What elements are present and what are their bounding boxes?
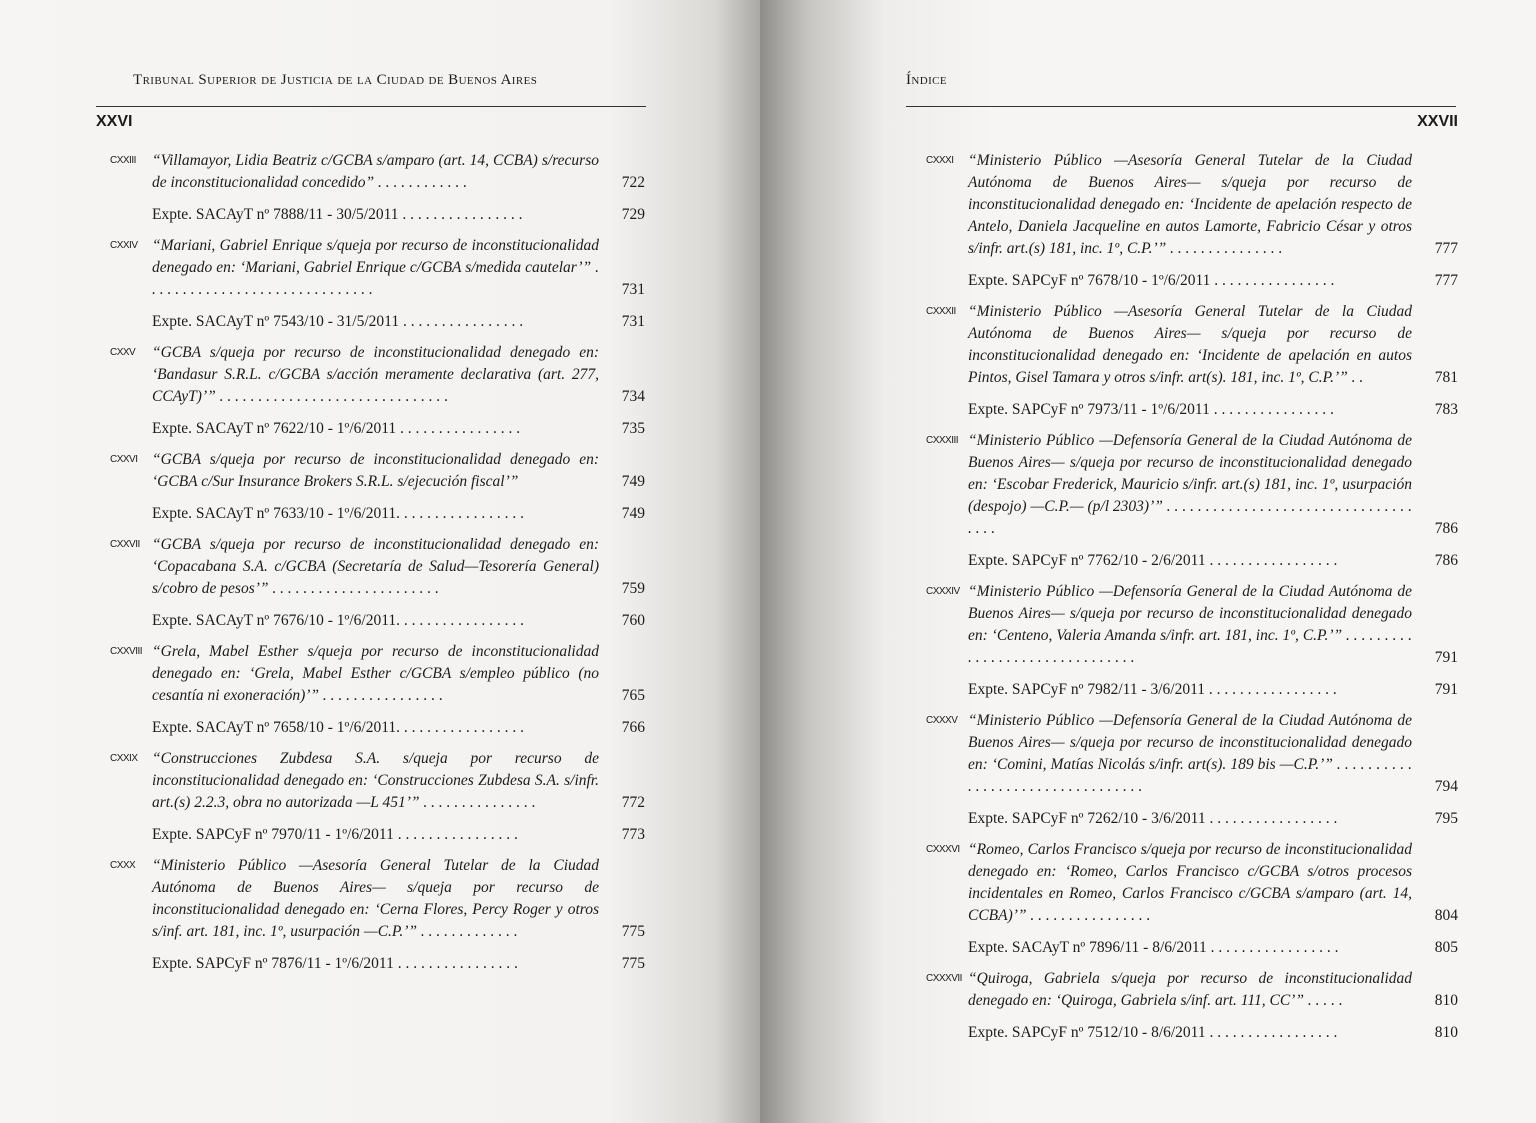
entry-number: CXXVI <box>110 454 138 465</box>
entry-expte-text: Expte. SAPCyF nº 7762/10 - 2/6/2011 . . . . . . . . . . . . . . . . . <box>968 552 1338 569</box>
index-entry <box>926 581 1458 707</box>
entry-title <box>968 150 1458 260</box>
entry-title-text: “Ministerio Público —Defensoría General de la Ciudad Autónoma de Buenos Aires— s/queja por recurso de inconstitucionalidad denegado en: ‘Escobar Frederick, Mauricio s/infr. art.(s) 181, inc. 1º, usurpación (despojo) —C.P.— (p/l 2303)’” . . . . . . . . . . . . . . . . . . . . . . . . . . . . . . . . . . . . <box>968 432 1412 537</box>
entry-number: CXXIX <box>110 753 138 764</box>
entry-title <box>968 430 1458 540</box>
index-entry <box>110 449 645 531</box>
entry-expte-text: Expte. SACAyT nº 7543/10 - 31/5/2011 . . . . . . . . . . . . . . . . <box>152 313 524 330</box>
index-entry <box>926 968 1458 1050</box>
index-entry <box>926 301 1458 427</box>
index-entries <box>926 150 1458 1053</box>
entry-expte-page: 805 <box>1434 939 1458 956</box>
entry-number: CXXIII <box>110 155 136 166</box>
entry-expte-text: Expte. SAPCyF nº 7678/10 - 1º/6/2011 . . . . . . . . . . . . . . . . <box>968 272 1335 289</box>
entry-title-page: 794 <box>1434 778 1458 795</box>
entry-body <box>152 235 645 339</box>
header-rule <box>906 106 1456 107</box>
index-entry <box>926 710 1458 836</box>
entry-title-text: “GCBA s/queja por recurso de inconstitucionalidad denegado en: ‘Bandasur S.R.L. c/GCBA s/acción meramente declarativa (art. 277, CCAyT)’” . . . . . . . . . . . . . . . . . . . . . . . . . . . . . . <box>152 344 599 405</box>
entry-number: CXXXII <box>926 306 956 317</box>
entry-title-page: 734 <box>621 388 645 405</box>
entry-title <box>968 301 1458 389</box>
entry-title-page: 775 <box>621 923 645 940</box>
entry-number: CXXXVII <box>926 973 962 984</box>
entry-title-page: 804 <box>1434 907 1458 924</box>
entry-title-text: “Romeo, Carlos Francisco s/queja por recurso de inconstitucionalidad denegado en: ‘Romeo, Carlos Francisco c/GCBA s/otros procesos incidentales en Romeo, Carlos Francisco c/GCBA s/amparo (art. 14, CCBA)’” . . . . . . . . . . . . . . . . <box>968 841 1412 924</box>
entry-title-text: “Grela, Mabel Esther s/queja por recurso de inconstitucionalidad denegado en: ‘Grela, Mabel Esther c/GCBA s/empleo público (no cesantía ni exoneración)’” . . . . . . . . . . . . . . . . <box>152 643 599 704</box>
entry-expte-page: 810 <box>1434 1024 1458 1041</box>
index-entry <box>110 748 645 852</box>
entry-title-page: 749 <box>621 473 645 490</box>
entry-title-text: “Mariani, Gabriel Enrique s/queja por recurso de inconstitucionalidad denegado en: ‘Mariani, Gabriel Enrique c/GCBA s/medida cautelar’” . . . . . . . . . . . . . . . . . . . . . . . . . . . . . . <box>152 237 599 298</box>
entry-body <box>968 150 1458 298</box>
entry-expte-page: 735 <box>621 420 645 437</box>
entry-expte-text: Expte. SACAyT nº 7633/10 - 1º/6/2011. . . . . . . . . . . . . . . . . <box>152 505 525 522</box>
entry-body <box>152 150 645 232</box>
entry-expte <box>152 953 645 975</box>
entry-title <box>152 748 645 814</box>
index-entry <box>110 534 645 638</box>
entry-expte <box>152 503 645 525</box>
entry-number: CXXXIII <box>926 435 959 446</box>
entry-title-text: “GCBA s/queja por recurso de inconstitucionalidad denegado en: ‘GCBA c/Sur Insurance Brokers S.R.L. s/ejecución fiscal’” <box>152 451 599 490</box>
entry-body <box>152 534 645 638</box>
entry-body <box>152 342 645 446</box>
page-number: XXVI <box>96 113 133 130</box>
running-head: Índice <box>906 72 948 88</box>
entry-expte-text: Expte. SACAyT nº 7622/10 - 1º/6/2011 . . . . . . . . . . . . . . . . <box>152 420 521 437</box>
entry-number: CXXXIV <box>926 586 960 597</box>
entry-number: CXXVII <box>110 539 140 550</box>
entry-title-text: “Ministerio Público —Asesoría General Tutelar de la Ciudad Autónoma de Buenos Aires— s/queja por recurso de inconstitucionalidad denegado en: ‘Cerna Flores, Percy Roger y otros s/inf. art. 181, inc. 1º, usurpación —C.P.’” . . . . . . . . . . . . . <box>152 857 599 940</box>
entry-title-text: “Villamayor, Lidia Beatriz c/GCBA s/amparo (art. 14, CCBA) s/recurso de inconstitucionalidad concedido” . . . . . . . . . . . . <box>152 152 599 191</box>
entry-body <box>152 449 645 531</box>
entry-expte <box>968 937 1458 959</box>
entry-expte-page: 731 <box>621 313 645 330</box>
entry-body <box>968 710 1458 836</box>
entry-title-page: 791 <box>1434 649 1458 666</box>
entry-title-page: 781 <box>1434 369 1458 386</box>
entry-expte-text: Expte. SAPCyF nº 7876/11 - 1º/6/2011 . . . . . . . . . . . . . . . . <box>152 955 518 972</box>
entry-title-page: 772 <box>621 794 645 811</box>
index-entry <box>110 342 645 446</box>
entry-expte <box>152 610 645 632</box>
entry-expte-text: Expte. SACAyT nº 7888/11 - 30/5/2011 . . . . . . . . . . . . . . . . <box>152 206 523 223</box>
entry-expte <box>152 418 645 440</box>
entry-expte-page: 777 <box>1434 272 1458 289</box>
index-entry <box>926 430 1458 578</box>
entry-expte <box>968 1022 1458 1044</box>
index-entries <box>110 150 645 984</box>
entry-body <box>968 968 1458 1050</box>
entry-body <box>152 641 645 745</box>
entry-expte <box>152 824 645 846</box>
entry-expte-page: 749 <box>621 505 645 522</box>
entry-title-text: “Construcciones Zubdesa S.A. s/queja por recurso de inconstitucionalidad denegado en: ‘Construcciones Zubdesa S.A. s/infr. art.(s) 2.2.3, obra no autorizada —L 451’” . . . . . . . . . . . . . . . <box>152 750 599 811</box>
entry-expte <box>968 679 1458 701</box>
entry-expte-page: 791 <box>1434 681 1458 698</box>
entry-number: CXXIV <box>110 240 138 251</box>
entry-title-page: 765 <box>621 687 645 704</box>
entry-title-page: 810 <box>1434 992 1458 1009</box>
entry-expte <box>968 808 1458 830</box>
entry-expte-page: 783 <box>1434 401 1458 418</box>
entry-title <box>968 839 1458 927</box>
entry-title <box>968 710 1458 798</box>
entry-title <box>152 534 645 600</box>
entry-expte-text: Expte. SAPCyF nº 7973/11 - 1º/6/2011 . . . . . . . . . . . . . . . . <box>968 401 1334 418</box>
entry-expte <box>968 550 1458 572</box>
entry-expte-text: Expte. SACAyT nº 7658/10 - 1º/6/2011. . . . . . . . . . . . . . . . . <box>152 719 525 736</box>
page-number: XXVII <box>1417 113 1458 130</box>
entry-expte-page: 795 <box>1434 810 1458 827</box>
entry-title-text: “Ministerio Público —Asesoría General Tutelar de la Ciudad Autónoma de Buenos Aires— s/queja por recurso de inconstitucionalidad denegado en: ‘Incidente de apelación respecto de Antelo, Daniela Jacqueline en autos Lamorte, Fabricio César y otros s/infr. art.(s) 181, inc. 1º, C.P.’” . . . . . . . . . . . . . . . <box>968 152 1412 257</box>
entry-body <box>152 748 645 852</box>
entry-title-text: “Quiroga, Gabriela s/queja por recurso de inconstitucionalidad denegado en: ‘Quiroga, Gabriela s/inf. art. 111, CC’” . . . . . <box>968 970 1412 1009</box>
index-entry <box>110 235 645 339</box>
entry-title-text: “GCBA s/queja por recurso de inconstitucionalidad denegado en: ‘Copacabana S.A. c/GCBA (Secretaría de Salud—Tesorería General) s/cobro de pesos’” . . . . . . . . . . . . . . . . . . . . . . <box>152 536 599 597</box>
entry-title <box>152 641 645 707</box>
entry-title <box>968 968 1458 1012</box>
entry-title-text: “Ministerio Público —Asesoría General Tutelar de la Ciudad Autónoma de Buenos Aires— s/queja por recurso de inconstitucionalidad denegado en: ‘Incidente de apelación en autos Pintos, Gisel Tamara y otros s/infr. art(s). 181, inc. 1º, C.P.’” . . <box>968 303 1412 386</box>
index-entry <box>926 150 1458 298</box>
entry-title-page: 777 <box>1434 240 1458 257</box>
entry-title <box>152 855 645 943</box>
entry-body <box>968 430 1458 578</box>
entry-expte-page: 775 <box>621 955 645 972</box>
entry-title <box>152 150 645 194</box>
entry-expte-page: 786 <box>1434 552 1458 569</box>
entry-expte-text: Expte. SACAyT nº 7896/11 - 8/6/2011 . . . . . . . . . . . . . . . . . <box>968 939 1339 956</box>
entry-title-page: 759 <box>621 580 645 597</box>
entry-title-text: “Ministerio Público —Defensoría General de la Ciudad Autónoma de Buenos Aires— s/queja por recurso de inconstitucionalidad denegado en: ‘Comini, Matías Nicolás s/infr. art(s). 189 bis —C.P.’” . . . . . . . . . . . . . . . . . . . . . . . . . . . . . . . . . <box>968 712 1412 795</box>
index-entry <box>110 641 645 745</box>
entry-title-text: “Ministerio Público —Defensoría General de la Ciudad Autónoma de Buenos Aires— s/queja por recurso de inconstitucionalidad denegado en: ‘Centeno, Valeria Amanda s/infr. art. 181, inc. 1º, C.P.’” . . . . . . . . . . . . . . . . . . . . . . . . . . . . . . . <box>968 583 1412 666</box>
entry-title-page: 786 <box>1434 520 1458 537</box>
entry-body <box>968 301 1458 427</box>
entry-title-page: 731 <box>621 281 645 298</box>
entry-title-page: 722 <box>621 174 645 191</box>
entry-expte-page: 773 <box>621 826 645 843</box>
entry-number: CXXX <box>110 860 136 871</box>
entry-title <box>152 235 645 301</box>
entry-expte <box>968 270 1458 292</box>
entry-expte <box>152 717 645 739</box>
header-rule <box>96 106 646 107</box>
entry-number: CXXXI <box>926 155 954 166</box>
entry-number: CXXXVI <box>926 844 960 855</box>
entry-expte-page: 760 <box>621 612 645 629</box>
entry-title <box>968 581 1458 669</box>
entry-expte-page: 766 <box>621 719 645 736</box>
entry-body <box>968 581 1458 707</box>
index-entry <box>110 855 645 981</box>
running-head: Tribunal Superior de Justicia de la Ciudad de Buenos Aires <box>133 72 538 88</box>
entry-title <box>152 449 645 493</box>
entry-expte-page: 729 <box>621 206 645 223</box>
entry-number: CXXVIII <box>110 646 143 657</box>
entry-expte-text: Expte. SACAyT nº 7676/10 - 1º/6/2011. . . . . . . . . . . . . . . . . <box>152 612 525 629</box>
index-entry <box>110 150 645 232</box>
entry-body <box>152 855 645 981</box>
left-page <box>0 0 760 1123</box>
entry-expte-text: Expte. SAPCyF nº 7982/11 - 3/6/2011 . . . . . . . . . . . . . . . . . <box>968 681 1337 698</box>
entry-body <box>968 839 1458 965</box>
entry-expte-text: Expte. SAPCyF nº 7512/10 - 8/6/2011 . . . . . . . . . . . . . . . . . <box>968 1024 1338 1041</box>
entry-title <box>152 342 645 408</box>
entry-number: CXXXV <box>926 715 958 726</box>
entry-expte <box>968 399 1458 421</box>
entry-expte-text: Expte. SAPCyF nº 7970/11 - 1º/6/2011 . . . . . . . . . . . . . . . . <box>152 826 518 843</box>
entry-expte <box>152 311 645 333</box>
entry-expte <box>152 204 645 226</box>
right-page <box>760 0 1536 1123</box>
entry-expte-text: Expte. SAPCyF nº 7262/10 - 3/6/2011 . . . . . . . . . . . . . . . . . <box>968 810 1338 827</box>
entry-number: CXXV <box>110 347 136 358</box>
index-entry <box>926 839 1458 965</box>
